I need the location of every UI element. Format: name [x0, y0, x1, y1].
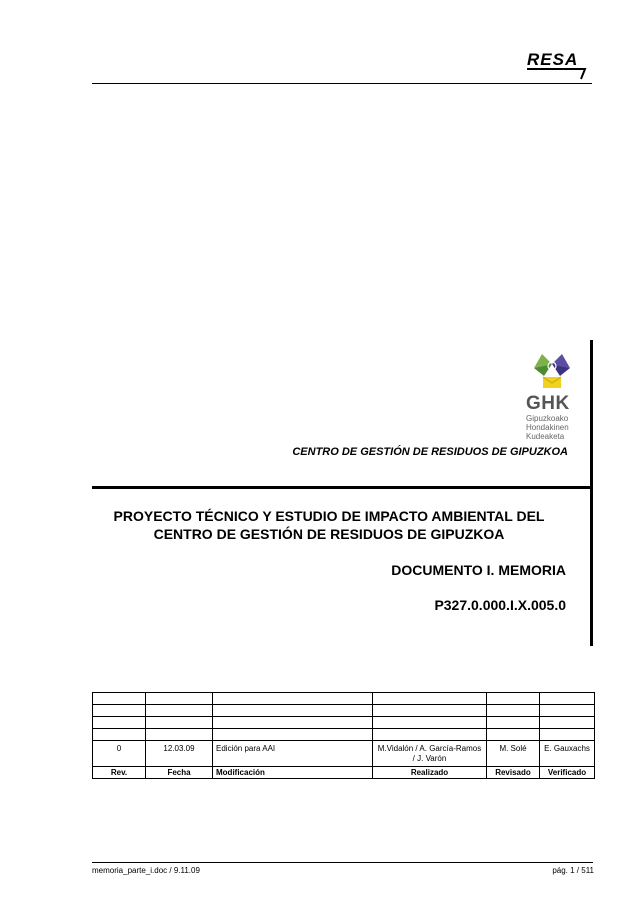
- frame-top-line: [92, 486, 593, 489]
- title-line-1: PROYECTO TÉCNICO Y ESTUDIO DE IMPACTO AMBIENTAL DEL: [113, 508, 545, 524]
- header-done-by: Realizado: [373, 767, 487, 779]
- table-header-row: [93, 767, 595, 779]
- table-row: [93, 705, 595, 717]
- table-row: [93, 693, 595, 705]
- cell-verified: E. Gauxachs: [540, 741, 595, 767]
- ghk-line1: Gipuzkoako: [526, 414, 569, 423]
- document-code: P327.0.000.I.X.005.0: [434, 597, 566, 613]
- table-row: [93, 741, 595, 767]
- table-row: [93, 717, 595, 729]
- cell-done-by: M.Vidalón / A. García-Ramos / J. Varón: [373, 741, 487, 767]
- header-modification: Modificación: [213, 767, 373, 779]
- header-date: Fecha: [146, 767, 213, 779]
- cell-rev: 0: [93, 741, 146, 767]
- cell-reviewed: M. Solé: [487, 741, 540, 767]
- cover-subtitle: CENTRO DE GESTIÓN DE RESIDUOS DE GIPUZKOA: [292, 446, 568, 458]
- table-row: [93, 729, 595, 741]
- footer-rule: [92, 862, 593, 863]
- title-line-2: CENTRO DE GESTIÓN DE RESIDUOS DE GIPUZKOA: [153, 526, 505, 542]
- ghk-line3: Kudeaketa: [526, 432, 565, 441]
- resa-logo: [525, 48, 595, 80]
- cell-modification: Edición para AAI: [213, 741, 373, 767]
- frame-right-line: [590, 340, 593, 646]
- header-rule: [92, 83, 592, 84]
- header-verified: Verificado: [540, 767, 595, 779]
- ghk-line2: Hondakinen: [526, 423, 569, 432]
- footer-page-number: pág. 1 / 511: [552, 866, 594, 875]
- resa-logo-text: RESA: [527, 50, 579, 69]
- header-reviewed: Revisado: [487, 767, 540, 779]
- cell-date: 12.03.09: [146, 741, 213, 767]
- header-rev: Rev.: [93, 767, 146, 779]
- footer-filename: memoria_parte_i.doc / 9.11.09: [92, 866, 200, 875]
- document-name: DOCUMENTO I. MEMORIA: [391, 562, 566, 578]
- revision-table: [92, 692, 595, 779]
- ghk-name: GHK: [526, 393, 570, 414]
